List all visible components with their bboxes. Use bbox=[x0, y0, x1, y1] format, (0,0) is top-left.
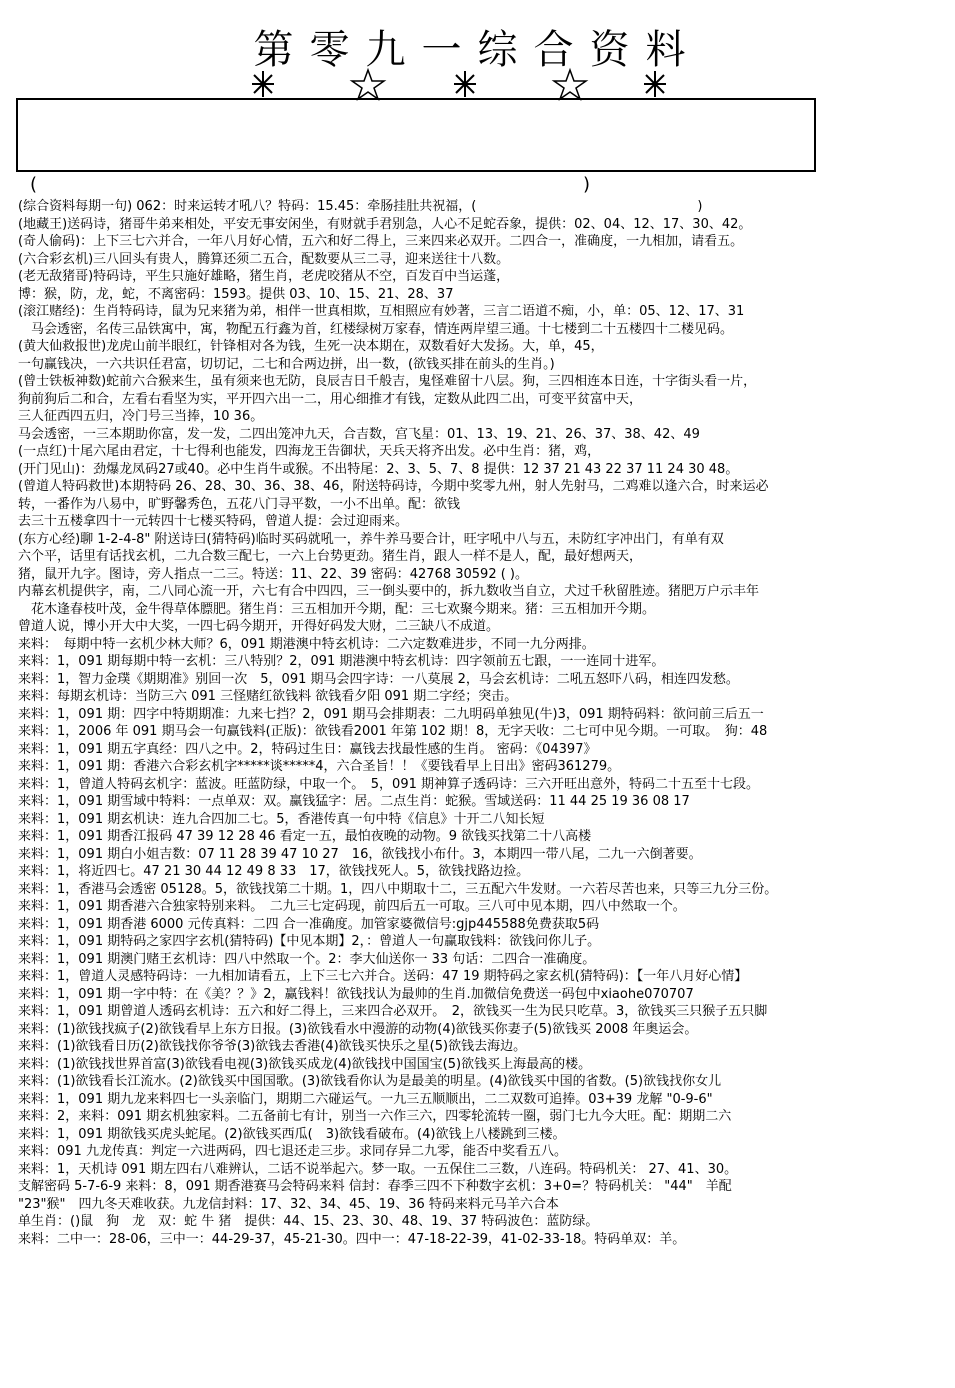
text-line: 三人征西四五归，冷门号三当捧，10 36。 bbox=[18, 409, 264, 424]
text-line: 马会透密，一三本期助你富，发一发，二四出笼冲九天，合吉数，宫飞星：01、13、19、21、26、37、38、42、49 bbox=[18, 426, 700, 442]
text-line: (老无敌猪哥)特码诗，平生只施好雄略，猪生肖，老虎咬猪从不空，百发百中当运蓬， bbox=[18, 269, 510, 284]
text-line: (曾道人特码救世)本期特码 26、28、30、36、38、46，附送特码诗，今期中奖零九州，射人先射马，二鸡难以逢六合，时来运必 bbox=[18, 479, 769, 494]
text-line: 狗前狗后二和合，左看右看坚为实，平开四六出一二，用心细推才有钱，定数从此四二出，可变平贫富中天， bbox=[18, 391, 643, 407]
text-line: 来料：1，091 期每期中特一玄机：三八特别？2，091 期港澳中特玄机诗：四字领前五七跟，一一连同十进军。 bbox=[18, 654, 665, 669]
text-line: (综合资料每期一句) 062：时来运转才吼八？特码：15.45：牵肠挂肚共祝福，( ) bbox=[18, 199, 703, 214]
text-line: 来料：2，来料：091 期玄机独家料。二五备前七有计，别当一六作三六，四零轮流转一圈，弱门七九今大旺。配：期期二六 bbox=[18, 1109, 732, 1124]
text-line: 六个平，话里有话找玄机，二九合数三配七，一六上台势更劲。猪生肖，跟人一样不是人，配，最好想两天， bbox=[18, 549, 643, 564]
blank-box bbox=[16, 98, 816, 172]
text-line: 来料：1，2006 年 091 期马会一句赢钱料(正版)：欲钱看2001 年第 102 期！8，无字天收：二七可中见今期。一可取。 狗：48 bbox=[18, 724, 768, 739]
text-line: 来料：1，091 期九龙来料四七一头亲临门，期期二六碰运气。一九三五顺顺出，二二双数可追捧。03+39 龙解 "0-9-6" bbox=[18, 1091, 713, 1107]
text-line: 来料：1，091 期香港六合独家特别来料。 二九三七定码现，前四后五一可取。三八可中见本期，四八中然取一个。 bbox=[18, 899, 686, 914]
star-outline-icon bbox=[554, 70, 586, 99]
text-line: 来料：1，曾道人灵感特码诗：一九相加请看五，上下三七六并合。送码：47 19 期特码之家玄机(猜特码)：【一年八月好心情】 bbox=[18, 969, 748, 984]
open-paren: ( bbox=[30, 174, 38, 195]
text-line: (曾士铁板神数)蛇前六合猴来生，虽有须来也无防，良辰吉日千般吉，鬼怪难留十八层。狗，三四相连本日连，十字街头看一片， bbox=[18, 374, 757, 389]
star-outline-icon bbox=[352, 70, 384, 99]
text-line: 花木逢春枝叶茂，金牛得草体膘肥。猪生肖：三五相加开今期，配：三七欢聚今期来。猪：三五相加开今期。 bbox=[18, 601, 656, 617]
content-body bbox=[18, 198, 948, 1248]
text-line: 来料：(1)欲钱找疯子(2)欲钱看早上东方日报。(3)欲钱看水中漫游的动物(4)欲钱买你妻子(5)欲钱买 2008 年奥运会。 bbox=[18, 1021, 698, 1037]
asterisk-icon bbox=[644, 71, 666, 97]
page-title: 第零九一综合资料 bbox=[253, 27, 702, 73]
text-line: 来料： 每期中特一玄机少林大师？6，091 期港澳中特玄机诗：二六定数难进步，不同一九分两排。 bbox=[18, 636, 595, 652]
blank-parentheses bbox=[30, 174, 590, 196]
text-line: (滚江赌经)：生肖特码诗，鼠为兄来猪为弟，相伴一世真相欺，互相照应有妙著，三言二语道不痴，小，单：05、12、17、31 bbox=[18, 304, 745, 319]
text-line: 来料：1，香港马会透密 05128。5，欲钱找第二十期。1，四八中期取十二，三五配六牛发财。一六若尽苦也来，只等三九分三份。 bbox=[18, 881, 778, 897]
text-line: 来料：091 九龙传真：判定一六进两码，四七退还走三步。求同存异二九零，能否中奖看五八。 bbox=[18, 1144, 567, 1159]
text-line: 来料：1，智力金璞《期期准》别回一次 5，091 期马会四字诗：一八莫展 2，马会玄机诗：二吼五怒吓八码，相连四发愁。 bbox=[18, 671, 739, 687]
text-line: 来料：每期玄机诗：当防三六 091 三怪赌红欲钱料 欲钱看夕阳 091 期二字经；突击。 bbox=[18, 689, 518, 704]
text-line: 来料：二中一：28-06，三中一：44-29-37，45-21-30。四中一：47-18-22-39，41-02-33-18。特码单双：羊。 bbox=[18, 1231, 686, 1247]
text-line: 来料：1，091 期：四字中特期期准：九来七挡？2，091 期马会排期表：二九明码单独见(牛)3，091 期特码料：欲问前三后五一 bbox=[18, 706, 764, 722]
text-line: 来料：1，091 期一字中特：在《美？？》2，赢钱料！欲钱找认为最帅的生肖.加微信免费送一码包中xiaohe070707 bbox=[18, 986, 694, 1002]
text-line: 来料：(1)欲钱看长江流水。(2)欲钱买中国国歌。(3)欲钱看你认为是最美的明星。(4)欲钱买中国的省数。(5)欲钱找你女儿 bbox=[18, 1074, 722, 1089]
text-line: 来料：(1)欲钱找世界首富(3)欲钱看电视(3)欲钱买成龙(4)欲钱找中国国宝(5)欲钱买上海最高的楼。 bbox=[18, 1056, 592, 1072]
text-line: (六合彩玄机)三八回头有贵人，腾算还须二五合，配数要从三二寻，迎来送往十八数。 bbox=[18, 251, 510, 267]
text-line: 曾道人说，博小开大中大奖，一四七码今期开，开得好码发大财，二三缺八不成道。 bbox=[18, 619, 500, 634]
text-line: 来料：1，091 期曾道人透码玄机诗：五六和好二得上，三来四合必双开。 2，欲钱买一生为民只吃草。3，欲钱买三只猴子五只脚 bbox=[18, 1004, 768, 1019]
star-row bbox=[200, 62, 700, 102]
text-line: "23"猴" 四九冬天难收获。九龙信封料：17、32、34、45、19、36 特码来料元马羊六合本 bbox=[18, 1196, 559, 1212]
text-line: 来料：1，将近四七。47 21 30 44 12 49 8 33 17，欲钱找死人。5，欲钱找路边捡。 bbox=[18, 864, 530, 879]
text-line: 来料：1，091 期：香港六合彩玄机字*****谈*****4，六合圣旨！！《要钱看早上日出》密码361279。 bbox=[18, 759, 621, 774]
text-line: 来料：1，091 期欲钱买虎头蛇尾。(2)欲钱买西瓜( 3)欲钱看破布。(4)欲钱上八楼跳到三楼。 bbox=[18, 1126, 566, 1142]
text-line: 来料：1，091 期特码之家四字玄机(猜特码)【中见本期】2，：曾道人一句赢取钱料：欲钱问你儿子。 bbox=[18, 934, 601, 949]
text-line: (开门见山)：劲爆龙凤码27或40。必中生肖牛或猴。不出特尾：2、3、5、7、8 提供：12 37 21 43 22 37 11 24 30 48。 bbox=[18, 461, 739, 477]
text-line: 来料：1，091 期五字真经：四八之中。2，特码过生日：赢钱去找最性感的生肖。 密码：《04397》 bbox=[18, 741, 597, 757]
text-line: 来料：1，天机诗 091 期左四右八难辨认，二话不说举起六。梦一取。一五保住二三数，八连码。特码机关： 27、41、30。 bbox=[18, 1161, 738, 1177]
text-line: (地藏王)送码诗，猪哥牛弟来相处，平安无事安闲坐，有财就手君别急，人心不足蛇吞象，提供：02、04、12、17、30、42。 bbox=[18, 216, 752, 232]
text-line: 转，一番作为八易中，旷野馨秀色，五花八门寻平数，一小不出单。配：欲钱 bbox=[18, 496, 461, 512]
text-line: 来料：1，曾道人特码玄机字：蓝波。旺蓝防绿，中取一个。 5，091 期神算子透码诗：三六开旺出意外，特码二十五至十七段。 bbox=[18, 776, 759, 792]
text-line: 来料：1，091 期澳门赌王玄机诗：四八中然取一个。2：李大仙送你一 33 句话：二四合一准确度。 bbox=[18, 951, 596, 967]
text-line: 来料：1，091 期香江报码 47 39 12 28 46 看定一五，最怕夜晚的动物。9 欲钱买找第二十八高楼 bbox=[18, 829, 592, 844]
text-line: (东方心经)聊 1-2-4-8" 附送诗曰(猜特码)临时买码就吼一，养牛养马要合计，旺字吼中八与五，未防红字冲出门，有单有双 bbox=[18, 531, 724, 547]
text-line: 来料：1，091 期白小姐吉数：07 11 28 39 47 10 27 16，欲钱找小布什。3，本期四一带八尾，二九一六倒著要。 bbox=[18, 846, 702, 862]
text-line: 去三十五楼拿四十一元转四十七楼买特码，曾道人提：会过迎雨来。 bbox=[18, 514, 409, 529]
asterisk-icon bbox=[454, 71, 476, 97]
text-line: 一句赢钱决，一六共识任君富，切切记，二七和合两边拼，出一数，(欲钱买排在前头的生肖。) bbox=[18, 356, 555, 372]
text-line: 来料：1，091 期玄机诀：连九合四加二七。5，香港传真一句中特《信息》十开二八知长短 bbox=[18, 811, 545, 827]
text-line: 猪，鼠开九字。图诗，旁人指点一二三。特送：11、22、39 密码：42768 30592 ( )。 bbox=[18, 566, 529, 582]
text-line: (黄大仙救报世)龙虎山前半眼红，针锋相对各为钱，生死一决本期在，双数看好大发扬。大，单，45， bbox=[18, 339, 604, 354]
close-paren: ) bbox=[582, 174, 590, 195]
text-line: 马会透密，名传三品铁寓中，寓，物配五行鑫为首，红楼绿树万家春，情连两岸望三通。十七楼到二十五楼四十二楼见码。 bbox=[18, 321, 734, 337]
text-line: 博：猴，防，龙，蛇，不离密码：1593。提供 03、10、15、21、28、37 bbox=[18, 286, 454, 302]
text-line: (奇人偷码)：上下三七六并合，一年八月好心情，五六和好二得上，三来四来必双开。二四合一，准确度，一九相加，请看五。 bbox=[18, 234, 744, 249]
text-line: (一点红)十尾六尾由君定，十七得利也能发，四海龙王告御状，天兵天将齐出发。必中生肖：猪，鸡， bbox=[18, 444, 601, 459]
asterisk-icon bbox=[252, 71, 274, 97]
text-line: 来料：1，091 期香港 6000 元传真料：二四 合一准确度。加管家婆微信号:gjp445588免费获取5码 bbox=[18, 916, 600, 932]
text-line: 内幕玄机提供字，南，二八同心流一开，六七有合中四四，三一倒头要中的，拆九数收当自立，犬过千秋留胜迹。猪肥万户示丰年 bbox=[18, 584, 760, 599]
text-line: 单生肖：()鼠 狗 龙 双：蛇 牛 猪 提供：44、15、23、30、48、19、37 特码波色：蓝防绿。 bbox=[18, 1214, 599, 1229]
text-line: 支解密码 5-7-6-9 来料：8，091 期香港赛马会特码来料 信封：春季三四不下种数字玄机：3+0=？特码机关： "44" 羊配 bbox=[18, 1179, 732, 1194]
text-line: 来料：1，091 期雪域中特料：一点单双：双。赢钱猛字：居。二点生肖：蛇猴。雪域送码：11 44 25 19 36 08 17 bbox=[18, 794, 690, 809]
text-line: 来料：(1)欲钱看日历(2)欲钱找你爷爷(3)欲钱去香港(4)欲钱买快乐之星(5)欲钱去海边。 bbox=[18, 1039, 527, 1054]
